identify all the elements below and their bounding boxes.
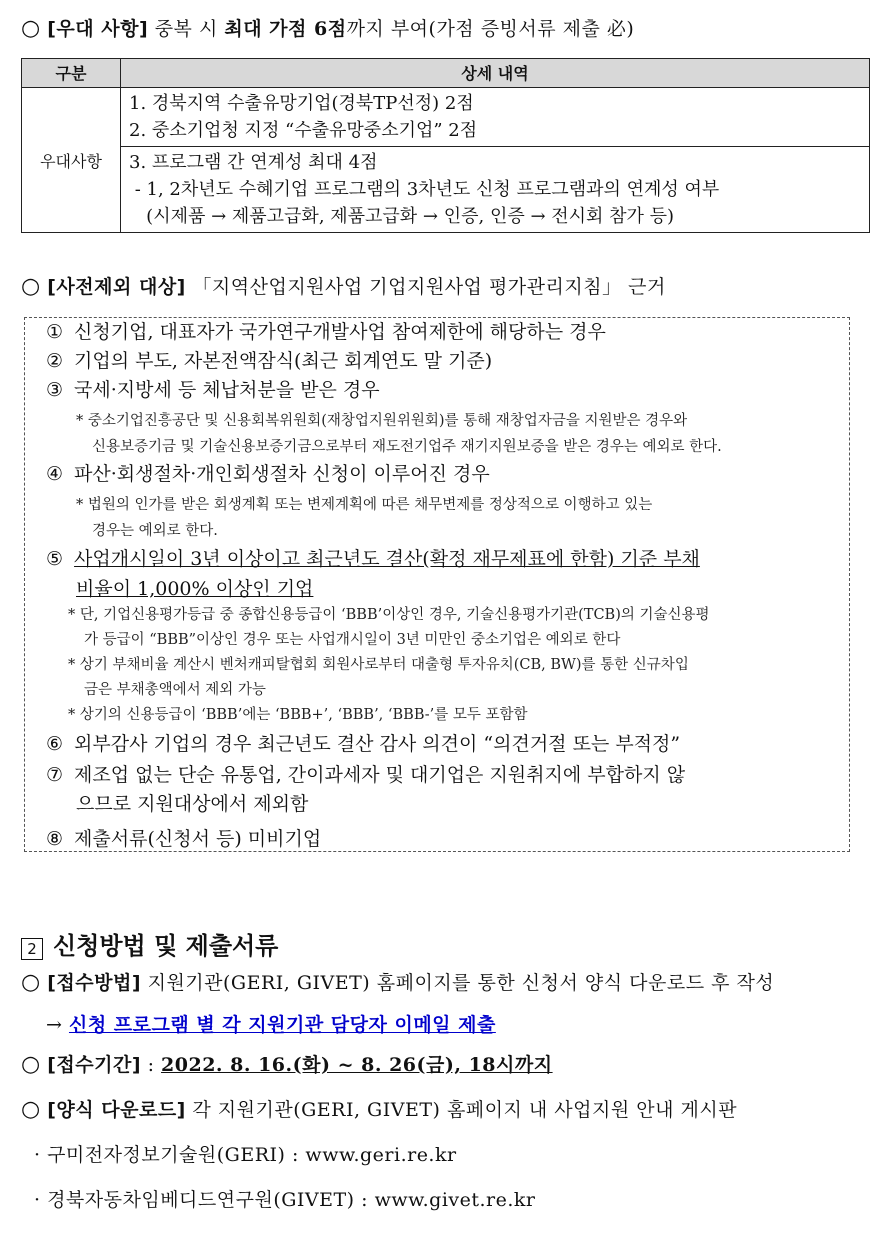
note-4-line1: * 법원의 인가를 받은 회생계획 또는 변제계획에 따른 채무변제를 정상적으로 이행하고 있는	[76, 497, 653, 513]
exclusion-item-8	[46, 825, 321, 853]
download-text: 각 지원기관(GERI, GIVET) 홈페이지 내 사업지원 안내 게시판	[185, 1099, 738, 1121]
arrow-icon: →	[46, 1014, 63, 1036]
item-number: ⑤	[46, 548, 64, 570]
row2-line3: (시제품 → 제품고급화, 제품고급화 → 인증, 인증 → 전시회 참가 등)	[129, 206, 675, 227]
note-3-line2: 신용보증기금 및 기술신용보증기금으로부터 재도전기업주 재기지원보증을 받은 경우는 예외로 한다.	[92, 439, 722, 455]
item-number: ④	[46, 463, 64, 485]
apply-period	[21, 1050, 553, 1077]
item-number: ⑧	[46, 828, 64, 850]
benefit-text-a: 중복 시	[148, 18, 225, 40]
item-text-line1: 사업개시일이 3년 이상이고 최근년도 결산(확정 재무제표에 한함) 기준 부채	[74, 548, 700, 570]
benefit-table	[21, 58, 870, 233]
bullet-icon: ○	[21, 1052, 41, 1077]
bullet-icon: ○	[21, 274, 41, 299]
section-2-heading	[21, 926, 278, 961]
apply-method	[21, 968, 774, 995]
benefit-label: [우대 사항]	[47, 18, 149, 40]
benefit-text-bold: 최대 가점 6점	[224, 18, 347, 40]
period-label: [접수기간]	[47, 1054, 142, 1076]
exclusion-item-2	[46, 347, 492, 375]
section-number-box: 2	[21, 938, 43, 960]
exclusion-item-6	[46, 730, 680, 758]
exclusion-item-1	[46, 318, 606, 346]
email-submit-link[interactable]: 신청 프로그램 별 각 지원기관 담당자 이메일 제출	[68, 1014, 496, 1036]
item-text-line2: 비율이 1,000% 이상인 기업	[76, 578, 314, 600]
note-5-line2: 가 등급이 “BBB”이상인 경우 또는 사업개시일이 3년 미만인 중소기업은 예외로 한다	[84, 632, 621, 648]
form-download	[21, 1095, 737, 1122]
benefit-heading	[21, 14, 634, 41]
row2-cell	[121, 147, 870, 233]
section-title: 신청방법 및 제출서류	[53, 932, 279, 960]
item-text: 기업의 부도, 자본전액잠식(최근 회계연도 말 기준)	[74, 350, 493, 372]
note-5-line5: * 상기의 신용등급이 ‘BBB’에는 ‘BBB+’, ‘BBB’, ‘BBB-’를 모두 포함함	[68, 707, 528, 723]
site-givet[interactable]: · 경북자동차임베디드연구원(GIVET) : www.givet.re.kr	[34, 1189, 536, 1211]
row1-cell	[121, 88, 870, 147]
item-text: 제출서류(신청서 등) 미비기업	[74, 828, 322, 850]
note-4-line2: 경우는 예외로 한다.	[92, 523, 218, 539]
apply-label: [접수방법]	[47, 972, 142, 994]
period-sep: :	[141, 1054, 162, 1076]
item-text: 신청기업, 대표자가 국가연구개발사업 참여제한에 해당하는 경우	[74, 321, 606, 343]
exclusion-item-5-line2	[76, 575, 313, 603]
row1-line2: 2. 중소기업청 지정 “수출유망중소기업” 2점	[129, 120, 478, 141]
item-number: ⑦	[46, 764, 64, 786]
download-label: [양식 다운로드]	[47, 1099, 186, 1121]
benefit-text-b: 까지 부여(가점 증빙서류 제출 必)	[346, 18, 635, 40]
row1-line1: 1. 경북지역 수출유망기업(경북TP선정) 2점	[129, 93, 474, 114]
item-number: ①	[46, 321, 64, 343]
exclusion-item-7	[46, 761, 685, 789]
exclusion-text: 「지역산업지원사업 기업지원사업 평가관리지침」 근거	[192, 276, 666, 298]
header-detail: 상세 내역	[121, 59, 870, 88]
item-text: 국세·지방세 등 체납처분을 받은 경우	[74, 379, 380, 401]
note-3-line1: * 중소기업진흥공단 및 신용회복위원회(재창업지원위원회)를 통해 재창업자금을 지원받은 경우와	[76, 413, 688, 429]
exclusion-label: [사전제외 대상]	[47, 276, 186, 298]
item-number: ②	[46, 350, 64, 372]
item-number: ⑥	[46, 733, 64, 755]
exclusion-item-3	[46, 376, 380, 404]
note-5-line1: * 단, 기업신용평가등급 중 종합신용등급이 ‘BBB’이상인 경우, 기술신용평가기관(TCB)의 기술신용평	[68, 607, 710, 623]
apply-link-row	[46, 1010, 496, 1037]
item-text-line1: 제조업 없는 단순 유통업, 간이과세자 및 대기업은 지원취지에 부합하지 않	[74, 764, 686, 786]
exclusion-item-4	[46, 460, 490, 488]
note-5-line4: 금은 부채총액에서 제외 가능	[84, 682, 266, 698]
exclusion-heading	[21, 272, 666, 299]
item-number: ③	[46, 379, 64, 401]
apply-text: 지원기관(GERI, GIVET) 홈페이지를 통한 신청서 양식 다운로드 후 작성	[141, 972, 775, 994]
item-text: 외부감사 기업의 경우 최근년도 결산 감사 의견이 “의견거절 또는 부적정”	[74, 733, 681, 755]
header-category: 구분	[22, 59, 121, 88]
bullet-icon: ○	[21, 970, 41, 995]
bullet-icon: ○	[21, 16, 41, 41]
note-5-line3: * 상기 부채비율 계산시 벤처캐피탈협회 회원사로부터 대출형 투자유치(CB, BW)를 통한 신규차입	[68, 657, 689, 673]
exclusion-item-5	[46, 545, 700, 573]
category-cell: 우대사항	[22, 88, 121, 233]
row2-line1: 3. 프로그램 간 연계성 최대 4점	[129, 152, 378, 173]
bullet-icon: ○	[21, 1097, 41, 1122]
item-text: 파산·회생절차·개인회생절차 신청이 이루어진 경우	[74, 463, 490, 485]
row2-line2: - 1, 2차년도 수혜기업 프로그램의 3차년도 신청 프로그램과의 연계성 여부	[129, 179, 720, 200]
site-geri[interactable]: · 구미전자정보기술원(GERI) : www.geri.re.kr	[34, 1144, 457, 1166]
exclusion-item-7-line2: 으므로 지원대상에서 제외함	[76, 793, 309, 815]
period-text: 2022. 8. 16.(화) ~ 8. 26(금), 18시까지	[161, 1054, 553, 1076]
